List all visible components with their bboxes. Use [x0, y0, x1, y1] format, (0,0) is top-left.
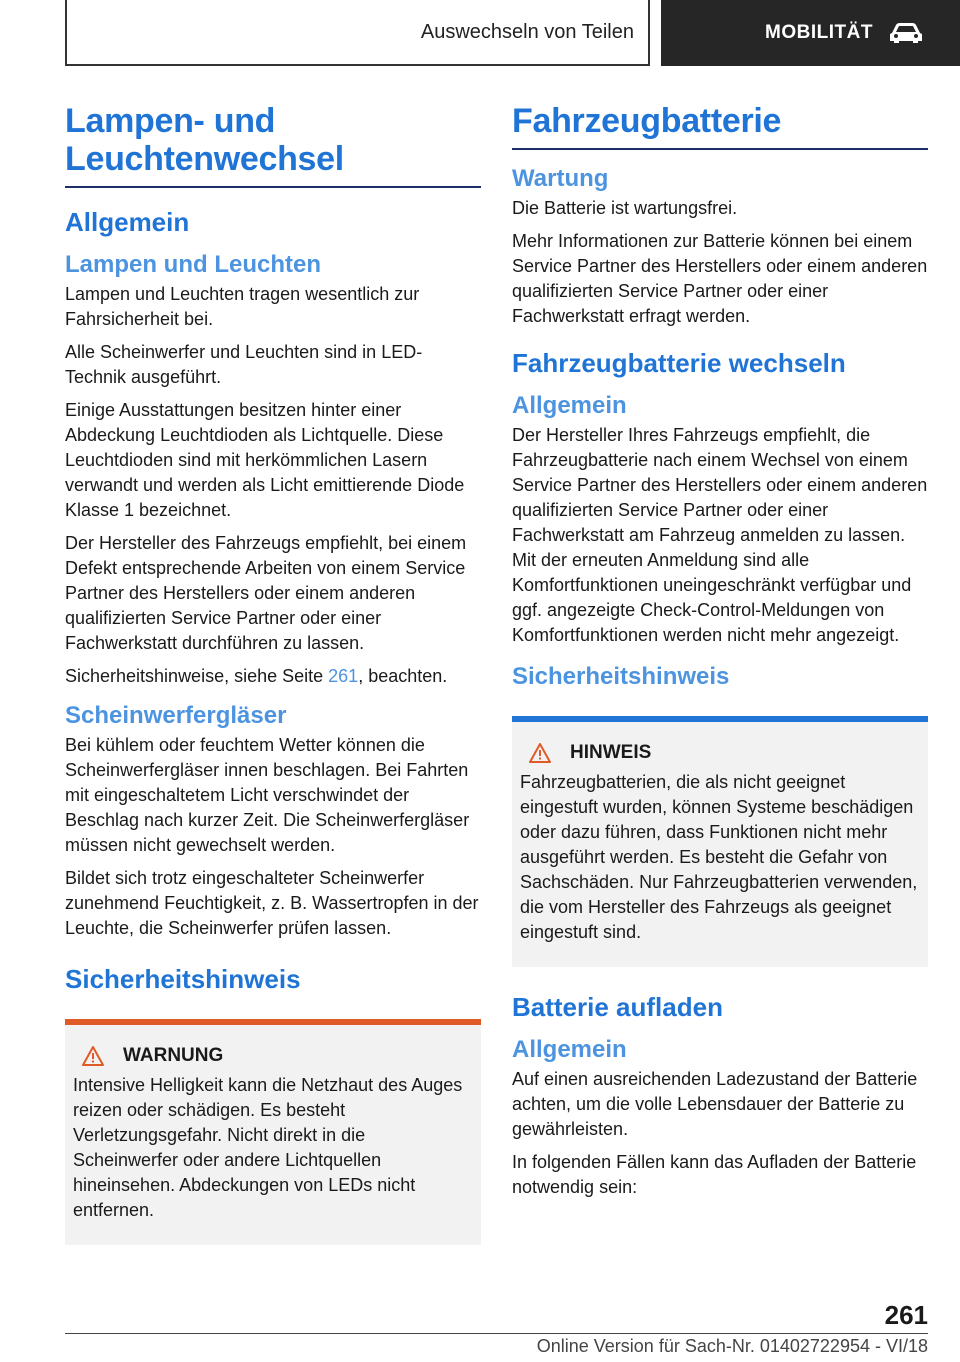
left-column [65, 102, 481, 1245]
paragraph: Der Hersteller des Fahrzeugs empfiehlt, bei einem Defekt entsprechende Arbeiten von einem Service Partner des Herstellers oder einem anderen qualifizierten Service Partner oder einer Fachwerkstatt durchführen zu lassen. [65, 533, 467, 653]
paragraph: Auf einen ausreichenden Ladezustand der Batterie achten, um die volle Lebensdauer der Batterie zu gewährleisten. [512, 1069, 918, 1139]
notice-label: HINWEIS [570, 742, 652, 763]
page-footer [65, 1300, 928, 1357]
paragraph: Bei kühlem oder feuchtem Wetter können die Scheinwerfergläser innen beschlagen. Bei Fahrten mit eingeschaltetem Licht verschwindet der Beschlag nach kurzer Zeit. Die Scheinwerfergläser müssen nicht gewechselt werden. [65, 735, 470, 855]
reference-text-end: , beachten. [358, 666, 448, 686]
paragraph: Die Batterie ist wartungsfrei. [512, 198, 738, 218]
heading-safety: Sicherheitshinweis [512, 663, 730, 690]
warning-label: WARNUNG [123, 1045, 224, 1066]
chapter-tab [661, 0, 960, 66]
heading-general: Allgemein [512, 1036, 627, 1063]
notice-text: Fahrzeugbatterien, die als nicht geeignet eingestuft wurden, können Systeme beschädigen oder dazu führen, dass Funktionen nicht mehr ausgeführt werden. Es besteht die Gefahr von Sachschäden. Nur Fahrzeugbatterien verwenden, die vom Hersteller des Fahrzeugs als geeignet eingestuft sind. [520, 772, 918, 942]
warning-triangle-icon [528, 742, 552, 764]
heading-charge-battery: Batterie aufladen [512, 992, 723, 1022]
warning-text: Intensive Helligkeit kann die Netzhaut des Auges reizen oder schädigen. Es besteht Verletzungsgefahr. Nicht direkt in die Scheinwerfer oder andere Lichtquellen hineinsehen. Abdeckungen von LEDs nicht entfernen. [73, 1075, 463, 1220]
page-header [65, 0, 960, 66]
footer-divider [65, 1333, 928, 1334]
paragraph: In folgenden Fällen kann das Aufladen der Batterie notwendig sein: [512, 1152, 917, 1197]
paragraph: Bildet sich trotz eingeschalteter Scheinwerfer zunehmend Feuchtigkeit, z. B. Wassertropfen in der Leuchte, die Scheinwerfer prüfen lassen. [65, 868, 479, 938]
warning-box [65, 1019, 481, 1245]
paragraph: Der Hersteller Ihres Fahrzeugs empfiehlt, die Fahrzeugbatterie nach einem Wechsel von einem Service Partner des Herstellers oder einem anderen qualifizierten Service Partner oder einer Fachwerkstatt am Fahrzeug anmelden zu lassen. Mit der erneuten Anmeldung sind alle Komfortfunktionen uneingeschränkt verfügbar und ggf. angezeigte Check-Control-Meldungen von Komfortfunktionen werden nicht mehr angezeigt. [512, 425, 928, 645]
paragraph-safety-reference [65, 664, 481, 689]
heading-lamps: Lampen und Leuchten [65, 251, 322, 278]
heading-general: Allgemein [65, 207, 190, 237]
chapter-title: MOBILITÄT [765, 22, 873, 43]
car-icon [887, 21, 925, 45]
page-number: 261 [884, 1300, 928, 1330]
reference-text: Sicherheitshinweise, siehe Seite [65, 666, 329, 686]
page-link[interactable]: 261 [328, 666, 359, 686]
warning-triangle-icon [81, 1045, 105, 1067]
paragraph: Alle Scheinwerfer und Leuchten sind in LED-Technik ausgeführt. [65, 342, 423, 387]
version-text: Online Version für Sach-Nr. 01402722954 - VI/18 [536, 1336, 928, 1356]
section-title-battery: Fahrzeugbatterie [512, 102, 928, 150]
paragraph: Lampen und Leuchten tragen wesentlich zur Fahrsicherheit bei. [65, 284, 420, 329]
section-title-lamp-change: Lampen- und Leuchtenwechsel [65, 102, 481, 188]
section-tab [65, 0, 650, 66]
heading-headlight-glass: Scheinwerfergläser [65, 702, 287, 729]
heading-general: Allgemein [512, 392, 627, 419]
paragraph: Einige Ausstattungen besitzen hinter einer Abdeckung Leuchtdioden als Lichtquelle. Diese Leuchtdioden sind mit herkömmlichen Lasern verwandt und werden als Licht emittierende Diode Klasse 1 bezeichnet. [65, 400, 465, 520]
heading-safety: Sicherheitshinweis [65, 964, 301, 994]
notice-box [512, 716, 928, 967]
right-column [512, 102, 928, 1208]
heading-maintenance: Wartung [512, 165, 609, 192]
heading-change-battery: Fahrzeugbatterie wechseln [512, 348, 846, 378]
section-title: Auswechseln von Teilen [420, 20, 634, 43]
paragraph: Mehr Informationen zur Batterie können bei einem Service Partner des Herstellers oder einem anderen qualifizierten Service Partner oder einer Fachwerkstatt erfragt werden. [512, 231, 928, 326]
